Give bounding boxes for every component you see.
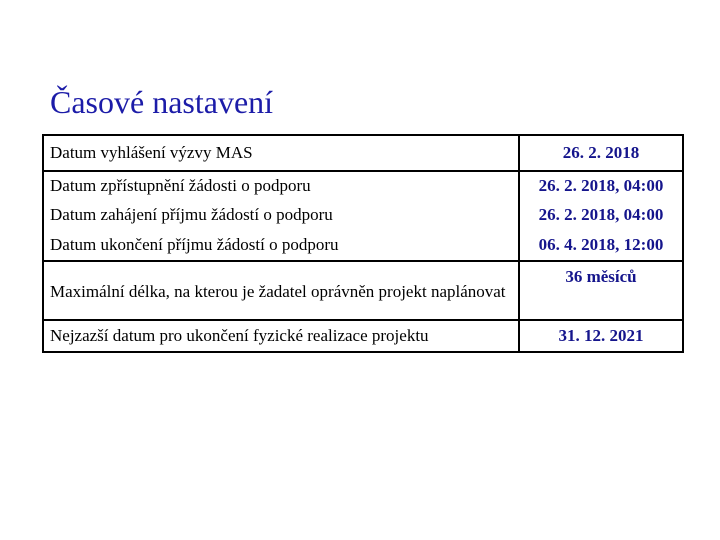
row-label: Nejzazší datum pro ukončení fyzické realizace projektu — [43, 320, 519, 352]
row-value: 26. 2. 2018, 04:00 — [538, 176, 664, 195]
row-label: Datum zpřístupnění žádosti o podporu — [43, 171, 519, 200]
row-value: 31. 12. 2021 — [558, 326, 644, 345]
row-value: 36 měsíců — [519, 261, 683, 320]
table-row — [43, 230, 683, 261]
row-label: Datum vyhlášení výzvy MAS — [43, 135, 519, 171]
row-label: Maximální délka, na kterou je žadatel oprávněn projekt naplánovat — [43, 261, 519, 320]
table-row — [43, 320, 683, 352]
page-title: Časové nastavení — [50, 84, 274, 120]
table-row — [43, 171, 683, 200]
table-row — [43, 261, 683, 320]
row-label: Datum ukončení příjmu žádostí o podporu — [43, 230, 519, 261]
table-row — [43, 135, 683, 171]
table-row — [43, 200, 683, 230]
row-value: 26. 2. 2018 — [519, 135, 683, 171]
row-value: 06. 4. 2018, 12:00 — [519, 230, 683, 261]
schedule-table — [42, 134, 684, 353]
row-value: 26. 2. 2018, 04:00 — [538, 205, 664, 224]
row-label: Datum zahájení příjmu žádostí o podporu — [43, 200, 519, 230]
